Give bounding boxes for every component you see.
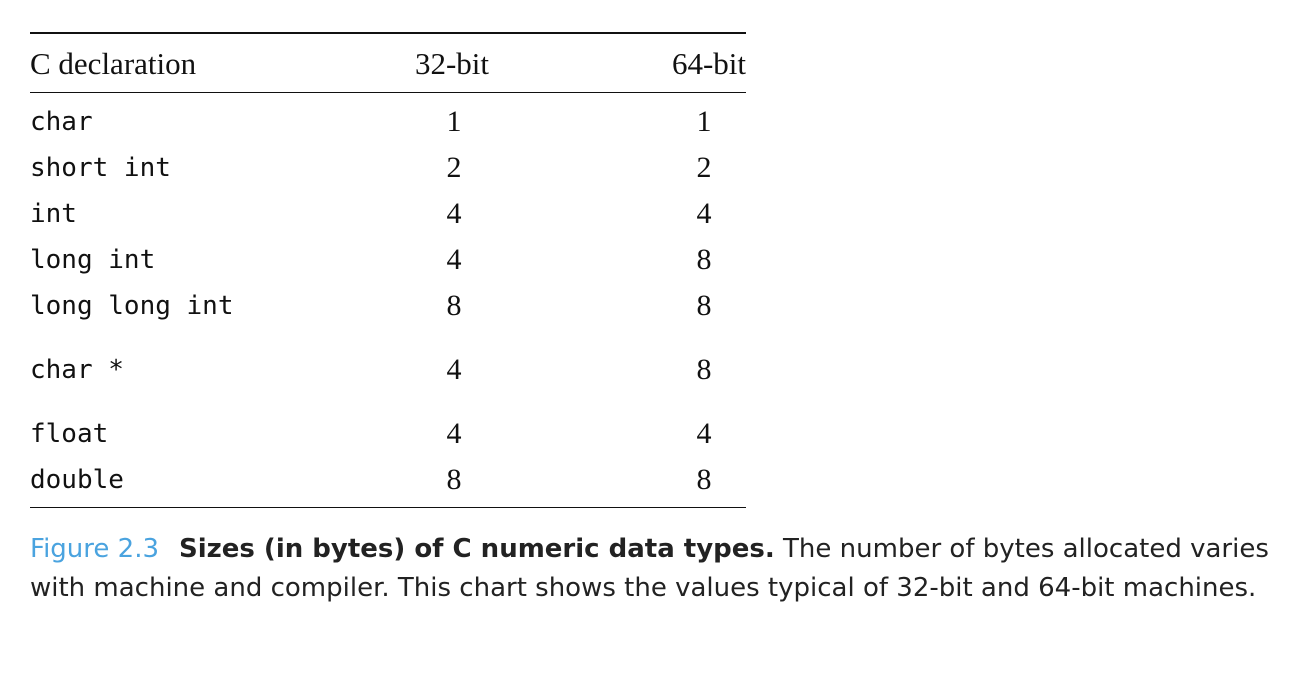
figure-caption (30, 530, 1270, 608)
cell-32-bit: 8 (446, 289, 462, 322)
header-c-declaration: C declaration (30, 46, 197, 81)
cell-32-bit: 8 (446, 463, 462, 496)
table-row (30, 237, 746, 283)
cell-64-bit: 4 (696, 197, 712, 230)
cell-32-bit: 4 (446, 197, 462, 230)
table-row (30, 347, 746, 393)
cell-64-bit: 4 (696, 417, 712, 450)
table-row (30, 191, 746, 237)
cell-32-bit: 4 (446, 243, 462, 276)
cell-64-bit: 8 (696, 289, 712, 322)
cell-declaration: long int (30, 245, 156, 275)
figure-title: Sizes (in bytes) of C numeric data types. (179, 534, 775, 564)
header-32-bit: 32-bit (414, 46, 490, 81)
table-row (30, 457, 746, 503)
table-bottom-rule (30, 507, 746, 508)
figure-caption-text: The number of bytes allocated varies with machine and compiler. This chart shows the values typical of 32-bit and 64-bit machines. (30, 534, 1269, 603)
cell-64-bit: 8 (696, 243, 712, 276)
cell-declaration: long long int (30, 291, 234, 321)
header-64-bit: 64-bit (671, 46, 746, 81)
table-row (30, 283, 746, 329)
cell-64-bit: 2 (696, 151, 712, 184)
data-sizes-table (30, 32, 746, 508)
cell-64-bit: 1 (696, 105, 712, 138)
figure-number: Figure 2.3 (30, 534, 159, 564)
cell-declaration: double (30, 465, 124, 495)
cell-64-bit: 8 (696, 463, 712, 496)
cell-32-bit: 4 (446, 417, 462, 450)
table-row (30, 145, 746, 191)
cell-32-bit: 2 (446, 151, 462, 184)
cell-32-bit: 4 (446, 353, 462, 386)
cell-declaration: int (30, 199, 77, 229)
table-header-row (30, 34, 746, 92)
table-body (30, 93, 746, 503)
cell-32-bit: 1 (446, 105, 462, 138)
cell-declaration: float (30, 419, 109, 449)
cell-declaration: char (30, 107, 93, 137)
table-row (30, 411, 746, 457)
table-row (30, 99, 746, 145)
cell-64-bit: 8 (696, 353, 712, 386)
cell-declaration: char * (30, 355, 124, 385)
cell-declaration: short int (30, 153, 171, 183)
